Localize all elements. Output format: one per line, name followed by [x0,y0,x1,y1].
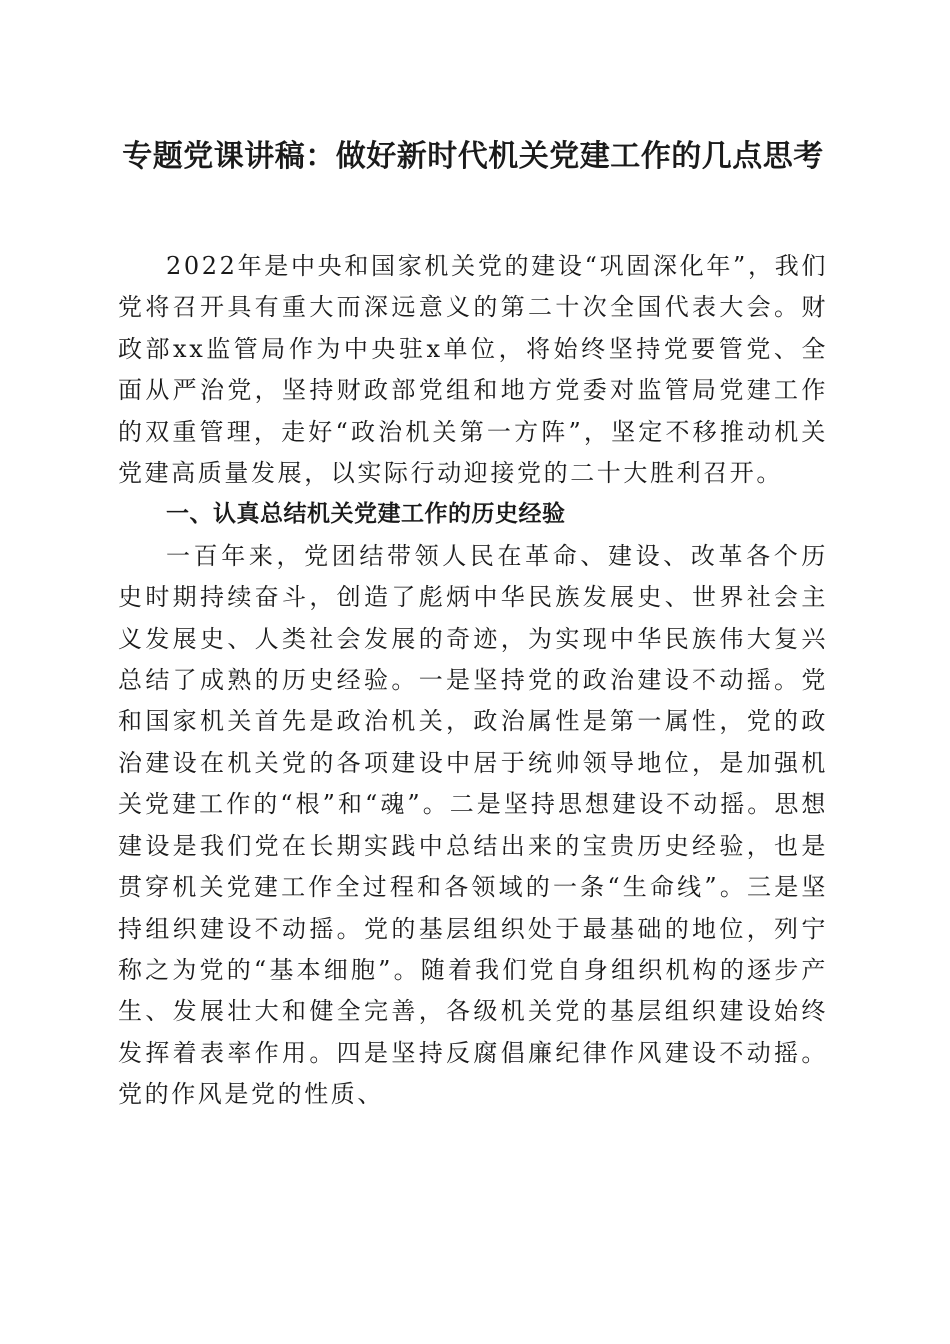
document-title: 专题党课讲稿：做好新时代机关党建工作的几点思考 [122,139,824,174]
section-heading: 一、认真总结机关党建工作的历史经验 [166,501,566,528]
section-paragraph: 一百年来，党团结带领人民在革命、建设、改革各个历史时期持续奋斗，创造了彪炳中华民族发展史、世界社会主义发展史、人类社会发展的奇迹，为实现中华民族伟大复兴总结了成熟的历史经验。一是坚持党的政治建设不动摇。党和国家机关首先是政治机关，政治属性是第一属性，党的政治建设在机关党的各项建设中居于统帅领导地位，是加强机关党建工作的“根”和“魂”。二是坚持思想建设不动摇。思想建设是我们党在长期实践中总结出来的宝贵历史经验，也是贯穿机关党建工作全过程和各领域的一条“生命线”。三是坚持组织建设不动摇。党的基层组织处于最基础的地位，列宁称之为党的“基本细胞”。随着我们党自身组织机构的逐步产生、发展壮大和健全完善，各级机关党的基层组织建设始终发挥着表率作用。四是坚持反腐倡廉纪律作风建设不动摇。党的作风是党的性质、 [118,541,828,1109]
document-page [118,133,828,1116]
document-body [118,246,828,1116]
intro-paragraph: 2022年是中央和国家机关党的建设“巩固深化年”，我们党将召开具有重大而深远意义的第二十次全国代表大会。财政部xx监管局作为中央驻x单位，将始终坚持党要管党、全面从严治党，坚持财政部党组和地方党委对监管局党建工作的双重管理，走好“政治机关第一方阵”，坚定不移推动机关党建高质量发展，以实际行动迎接党的二十大胜利召开。 [118,252,828,488]
